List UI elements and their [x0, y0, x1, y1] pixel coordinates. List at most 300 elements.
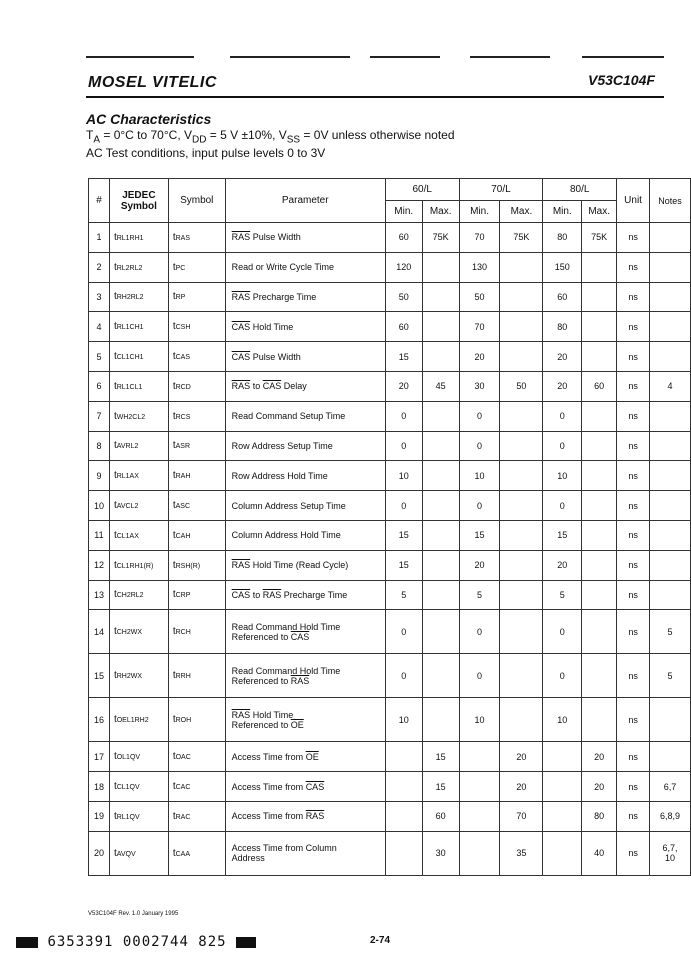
- value-cell: 0: [459, 431, 500, 461]
- symbol-sub: RAH: [175, 473, 191, 481]
- unit-cell: ns: [617, 282, 650, 312]
- unit-cell: ns: [617, 610, 650, 654]
- row-number: 7: [89, 401, 110, 431]
- jedec-symbol-sub: RL1AX: [116, 473, 139, 481]
- table-body: [89, 223, 691, 876]
- unit-cell: ns: [617, 550, 650, 580]
- value-cell: [582, 312, 617, 342]
- value-cell: 15: [422, 772, 459, 802]
- unit-cell: ns: [617, 252, 650, 282]
- test-conditions: AC Test conditions, input pulse levels 0 to 3V: [86, 146, 326, 160]
- value-cell: [582, 610, 617, 654]
- notes-cell: 4: [650, 371, 691, 401]
- row-number: 16: [89, 698, 110, 742]
- value-cell: 30: [459, 371, 500, 401]
- top-rule-5: [582, 56, 664, 58]
- symbol-sub: RAC: [175, 813, 191, 821]
- barcode-mark-right: [236, 937, 256, 948]
- row-number: 12: [89, 550, 110, 580]
- symbol: tRCS: [168, 401, 225, 431]
- row-number: 18: [89, 772, 110, 802]
- top-rule-4: [470, 56, 550, 58]
- value-cell: 15: [385, 520, 422, 550]
- value-cell: 0: [459, 610, 500, 654]
- value-cell: 20: [582, 772, 617, 802]
- value-cell: [422, 520, 459, 550]
- parameter-cell: Column Address Hold Time: [225, 520, 385, 550]
- parameter-cell: Row Address Hold Time: [225, 461, 385, 491]
- page-number: 2-74: [370, 935, 391, 946]
- value-cell: 120: [385, 252, 422, 282]
- col-jedec: JEDEC Symbol: [109, 179, 168, 223]
- value-cell: 5: [543, 580, 582, 610]
- table-row: [89, 742, 691, 772]
- value-cell: 10: [459, 698, 500, 742]
- jedec-symbol-sub: AVRL2: [116, 443, 139, 451]
- value-cell: 40: [582, 831, 617, 875]
- table-row: [89, 580, 691, 610]
- brand-logo: MOSEL VITELIC: [88, 74, 217, 91]
- notes-cell: [650, 491, 691, 521]
- value-cell: 0: [543, 431, 582, 461]
- unit-cell: ns: [617, 831, 650, 875]
- jedec-symbol: tCL1AX: [109, 520, 168, 550]
- value-cell: [500, 401, 543, 431]
- notes-cell: [650, 698, 691, 742]
- jedec-symbol-sub: RL1RH1: [116, 234, 144, 242]
- parameter-cell: $\overline{RAS}$ to $\overline{CAS}$ Delay: [225, 371, 385, 401]
- table-row: [89, 282, 691, 312]
- value-cell: 15: [543, 520, 582, 550]
- value-cell: 20: [582, 742, 617, 772]
- jedec-symbol: tRH2RL2: [109, 282, 168, 312]
- value-cell: 60: [582, 371, 617, 401]
- value-cell: 20: [543, 371, 582, 401]
- value-cell: 30: [422, 831, 459, 875]
- unit-cell: ns: [617, 742, 650, 772]
- value-cell: 15: [459, 520, 500, 550]
- revision-note: V53C104F Rev. 1.0 January 1995: [88, 911, 179, 917]
- jedec-symbol-sub: CL1CH1: [116, 354, 144, 362]
- parameter-cell: $\overline{RAS}$ Pulse Width: [225, 223, 385, 253]
- top-rule-1: [86, 56, 194, 58]
- jedec-symbol: tRL1RH1: [109, 223, 168, 253]
- value-cell: [459, 831, 500, 875]
- jedec-symbol-sub: RH2WX: [116, 673, 142, 681]
- symbol: tASC: [168, 491, 225, 521]
- table-row: [89, 831, 691, 875]
- symbol-sub: CRP: [175, 592, 191, 600]
- symbol-sub: RCD: [175, 383, 191, 391]
- top-rule-2: [230, 56, 350, 58]
- ac-characteristics-table: [88, 178, 691, 876]
- notes-cell: [650, 461, 691, 491]
- notes-cell: 5: [650, 610, 691, 654]
- symbol-sub: CAS: [175, 354, 191, 362]
- value-cell: [582, 520, 617, 550]
- col-notes: Notes: [650, 179, 691, 223]
- row-number: 10: [89, 491, 110, 521]
- parameter-cell: Read Command Hold Time Referenced to $\overline{CAS}$: [225, 610, 385, 654]
- jedec-symbol: tOL1QV: [109, 742, 168, 772]
- jedec-symbol: tRH2WX: [109, 654, 168, 698]
- value-cell: 75K: [582, 223, 617, 253]
- symbol: tRSH(R): [168, 550, 225, 580]
- unit-cell: ns: [617, 342, 650, 372]
- value-cell: 75K: [500, 223, 543, 253]
- value-cell: 20: [543, 550, 582, 580]
- jedec-symbol: tAVRL2: [109, 431, 168, 461]
- parameter-cell: Access Time from $\overline{CAS}$: [225, 772, 385, 802]
- value-cell: 10: [459, 461, 500, 491]
- parameter-cell: Access Time from Column Address: [225, 831, 385, 875]
- jedec-symbol-sub: CL1AX: [116, 532, 139, 540]
- value-cell: [500, 580, 543, 610]
- parameter-cell: $\overline{RAS}$ Hold Time Referenced to $\overline{OE}$: [225, 698, 385, 742]
- symbol-sub: CAA: [175, 850, 191, 858]
- row-number: 8: [89, 431, 110, 461]
- parameter-cell: $\overline{CAS}$ to $\overline{RAS}$ Precharge Time: [225, 580, 385, 610]
- value-cell: [422, 698, 459, 742]
- value-cell: 10: [385, 461, 422, 491]
- symbol-sub: ASR: [175, 443, 191, 451]
- value-cell: [582, 342, 617, 372]
- jedec-symbol: tCH2WX: [109, 610, 168, 654]
- value-cell: [385, 772, 422, 802]
- col-80l: 80/L: [543, 179, 617, 201]
- unit-cell: ns: [617, 461, 650, 491]
- symbol-sub: ROH: [175, 717, 192, 725]
- unit-cell: ns: [617, 698, 650, 742]
- part-number: V53C104F: [588, 72, 655, 88]
- jedec-symbol: tAVQV: [109, 831, 168, 875]
- value-cell: [385, 742, 422, 772]
- jedec-symbol-sub: AVCL2: [116, 503, 139, 511]
- row-number: 3: [89, 282, 110, 312]
- row-number: 9: [89, 461, 110, 491]
- col-symbol: Symbol: [168, 179, 225, 223]
- value-cell: [500, 342, 543, 372]
- value-cell: [582, 491, 617, 521]
- row-number: 11: [89, 520, 110, 550]
- parameter-cell: Column Address Setup Time: [225, 491, 385, 521]
- top-rule-3: [370, 56, 440, 58]
- value-cell: 60: [422, 801, 459, 831]
- symbol: tRRH: [168, 654, 225, 698]
- parameter-cell: $\overline{CAS}$ Hold Time: [225, 312, 385, 342]
- value-cell: [500, 491, 543, 521]
- value-cell: [422, 461, 459, 491]
- value-cell: 20: [459, 342, 500, 372]
- value-cell: 80: [582, 801, 617, 831]
- jedec-symbol-sub: CH2WX: [116, 629, 142, 637]
- table-row: [89, 223, 691, 253]
- value-cell: 20: [500, 742, 543, 772]
- symbol: tCAC: [168, 772, 225, 802]
- row-number: 15: [89, 654, 110, 698]
- value-cell: [422, 550, 459, 580]
- value-cell: 0: [459, 654, 500, 698]
- col-80-min: Min.: [543, 201, 582, 223]
- unit-cell: ns: [617, 491, 650, 521]
- value-cell: [500, 431, 543, 461]
- value-cell: 20: [543, 342, 582, 372]
- value-cell: 60: [385, 312, 422, 342]
- table-row: [89, 801, 691, 831]
- value-cell: [422, 654, 459, 698]
- jedec-symbol-sub: OL1QV: [116, 754, 141, 762]
- jedec-symbol-sub: AVQV: [116, 850, 136, 858]
- value-cell: [422, 401, 459, 431]
- value-cell: [385, 831, 422, 875]
- unit-cell: ns: [617, 431, 650, 461]
- symbol-sub: CAH: [175, 532, 191, 540]
- symbol: tRAC: [168, 801, 225, 831]
- notes-cell: [650, 550, 691, 580]
- value-cell: [422, 610, 459, 654]
- value-cell: [459, 801, 500, 831]
- table-row: [89, 371, 691, 401]
- unit-cell: ns: [617, 223, 650, 253]
- jedec-symbol-sub: RL2RL2: [116, 264, 143, 272]
- value-cell: [385, 801, 422, 831]
- notes-cell: [650, 342, 691, 372]
- row-number: 14: [89, 610, 110, 654]
- symbol: tOAC: [168, 742, 225, 772]
- jedec-symbol: tRL1CH1: [109, 312, 168, 342]
- value-cell: 70: [459, 312, 500, 342]
- value-cell: 0: [385, 654, 422, 698]
- parameter-cell: Access Time from $\overline{RAS}$: [225, 801, 385, 831]
- notes-cell: [650, 520, 691, 550]
- row-number: 20: [89, 831, 110, 875]
- table-row: [89, 654, 691, 698]
- value-cell: [500, 461, 543, 491]
- symbol-sub: RSH(R): [175, 562, 201, 570]
- value-cell: 50: [500, 371, 543, 401]
- symbol: tRP: [168, 282, 225, 312]
- unit-cell: ns: [617, 772, 650, 802]
- col-num: #: [89, 179, 110, 223]
- table-row: [89, 401, 691, 431]
- symbol-sub: OAC: [175, 754, 191, 762]
- jedec-symbol-sub: RL1QV: [116, 813, 140, 821]
- value-cell: [500, 698, 543, 742]
- section-title: AC Characteristics: [86, 111, 212, 127]
- value-cell: 0: [543, 401, 582, 431]
- symbol-sub: ASC: [175, 503, 191, 511]
- table-row: [89, 610, 691, 654]
- value-cell: 10: [385, 698, 422, 742]
- symbol: tCSH: [168, 312, 225, 342]
- symbol: tCAH: [168, 520, 225, 550]
- value-cell: 10: [543, 698, 582, 742]
- col-60-max: Max.: [422, 201, 459, 223]
- value-cell: 0: [543, 610, 582, 654]
- value-cell: [543, 831, 582, 875]
- value-cell: 15: [385, 550, 422, 580]
- value-cell: 20: [459, 550, 500, 580]
- row-number: 17: [89, 742, 110, 772]
- col-70l: 70/L: [459, 179, 543, 201]
- value-cell: [543, 742, 582, 772]
- symbol: tRCD: [168, 371, 225, 401]
- symbol-sub: RAS: [175, 234, 191, 242]
- col-60l: 60/L: [385, 179, 459, 201]
- notes-cell: [650, 312, 691, 342]
- value-cell: [582, 698, 617, 742]
- value-cell: 130: [459, 252, 500, 282]
- value-cell: [422, 282, 459, 312]
- table-row: [89, 431, 691, 461]
- symbol: tROH: [168, 698, 225, 742]
- symbol: tCAS: [168, 342, 225, 372]
- col-70-max: Max.: [500, 201, 543, 223]
- jedec-symbol: tCH2RL2: [109, 580, 168, 610]
- symbol-sub: RCH: [175, 629, 191, 637]
- unit-cell: ns: [617, 801, 650, 831]
- value-cell: 0: [459, 491, 500, 521]
- value-cell: [422, 491, 459, 521]
- table-row: [89, 491, 691, 521]
- barcode-digits: 6353391 0002744 825: [47, 934, 227, 950]
- row-number: 4: [89, 312, 110, 342]
- jedec-symbol-sub: OEL1RH2: [116, 717, 149, 725]
- value-cell: 5: [385, 580, 422, 610]
- value-cell: 50: [385, 282, 422, 312]
- symbol-sub: CSH: [175, 324, 191, 332]
- value-cell: 0: [385, 491, 422, 521]
- jedec-symbol: tOEL1RH2: [109, 698, 168, 742]
- value-cell: [500, 520, 543, 550]
- symbol: tASR: [168, 431, 225, 461]
- unit-cell: ns: [617, 401, 650, 431]
- value-cell: [459, 742, 500, 772]
- table-row: [89, 461, 691, 491]
- value-cell: [500, 654, 543, 698]
- value-cell: [582, 580, 617, 610]
- jedec-symbol-sub: RH2RL2: [116, 294, 144, 302]
- value-cell: [582, 550, 617, 580]
- symbol-sub: RP: [175, 294, 186, 302]
- symbol: tCAA: [168, 831, 225, 875]
- value-cell: [422, 342, 459, 372]
- parameter-cell: $\overline{RAS}$ Precharge Time: [225, 282, 385, 312]
- jedec-symbol-sub: WH2CL2: [116, 413, 146, 421]
- value-cell: 5: [459, 580, 500, 610]
- symbol-sub: RRH: [175, 673, 191, 681]
- value-cell: 80: [543, 312, 582, 342]
- parameter-cell: $\overline{CAS}$ Pulse Width: [225, 342, 385, 372]
- parameter-cell: Access Time from $\overline{OE}$: [225, 742, 385, 772]
- notes-cell: [650, 252, 691, 282]
- table-row: [89, 698, 691, 742]
- barcode-mark-left: [16, 937, 38, 948]
- value-cell: [422, 431, 459, 461]
- row-number: 6: [89, 371, 110, 401]
- value-cell: 0: [385, 401, 422, 431]
- jedec-symbol-sub: CH2RL2: [116, 592, 144, 600]
- notes-cell: [650, 431, 691, 461]
- jedec-symbol-sub: RL1CH1: [116, 324, 144, 332]
- barcode: [16, 934, 256, 950]
- value-cell: 70: [459, 223, 500, 253]
- jedec-symbol: tRL1AX: [109, 461, 168, 491]
- row-number: 5: [89, 342, 110, 372]
- value-cell: [422, 252, 459, 282]
- symbol-sub: RCS: [175, 413, 191, 421]
- value-cell: [500, 312, 543, 342]
- value-cell: [422, 580, 459, 610]
- notes-cell: [650, 282, 691, 312]
- value-cell: 70: [500, 801, 543, 831]
- row-number: 19: [89, 801, 110, 831]
- value-cell: 0: [543, 491, 582, 521]
- col-60-min: Min.: [385, 201, 422, 223]
- parameter-cell: $\overline{RAS}$ Hold Time (Read Cycle): [225, 550, 385, 580]
- row-number: 1: [89, 223, 110, 253]
- value-cell: [543, 801, 582, 831]
- jedec-symbol: tWH2CL2: [109, 401, 168, 431]
- value-cell: [582, 461, 617, 491]
- unit-cell: ns: [617, 312, 650, 342]
- jedec-symbol: tCL1QV: [109, 772, 168, 802]
- value-cell: [582, 431, 617, 461]
- symbol: tRAS: [168, 223, 225, 253]
- value-cell: 150: [543, 252, 582, 282]
- value-cell: [500, 550, 543, 580]
- table-row: [89, 252, 691, 282]
- value-cell: 0: [385, 610, 422, 654]
- value-cell: 15: [422, 742, 459, 772]
- unit-cell: ns: [617, 580, 650, 610]
- value-cell: 35: [500, 831, 543, 875]
- symbol: tCRP: [168, 580, 225, 610]
- parameter-cell: Read Command Hold Time Referenced to $\overline{RAS}$: [225, 654, 385, 698]
- notes-cell: [650, 223, 691, 253]
- value-cell: 0: [385, 431, 422, 461]
- jedec-symbol: tRL1QV: [109, 801, 168, 831]
- value-cell: [582, 282, 617, 312]
- notes-cell: 6,7: [650, 772, 691, 802]
- jedec-symbol: tRL1CL1: [109, 371, 168, 401]
- value-cell: [582, 401, 617, 431]
- col-80-max: Max.: [582, 201, 617, 223]
- jedec-symbol: tRL2RL2: [109, 252, 168, 282]
- symbol: tRAH: [168, 461, 225, 491]
- jedec-symbol: tAVCL2: [109, 491, 168, 521]
- symbol: tRCH: [168, 610, 225, 654]
- value-cell: [459, 772, 500, 802]
- value-cell: 0: [459, 401, 500, 431]
- value-cell: [582, 252, 617, 282]
- col-70-min: Min.: [459, 201, 500, 223]
- parameter-cell: Read Command Setup Time: [225, 401, 385, 431]
- value-cell: 20: [500, 772, 543, 802]
- value-cell: [500, 282, 543, 312]
- notes-cell: 6,8,9: [650, 801, 691, 831]
- symbol-sub: CAC: [175, 784, 191, 792]
- col-parameter: Parameter: [225, 179, 385, 223]
- jedec-symbol-sub: CL1RH1(R): [116, 562, 154, 570]
- value-cell: 20: [385, 371, 422, 401]
- value-cell: [543, 772, 582, 802]
- table-row: [89, 342, 691, 372]
- jedec-symbol-sub: CL1QV: [116, 784, 140, 792]
- value-cell: [500, 252, 543, 282]
- notes-cell: [650, 580, 691, 610]
- notes-cell: [650, 742, 691, 772]
